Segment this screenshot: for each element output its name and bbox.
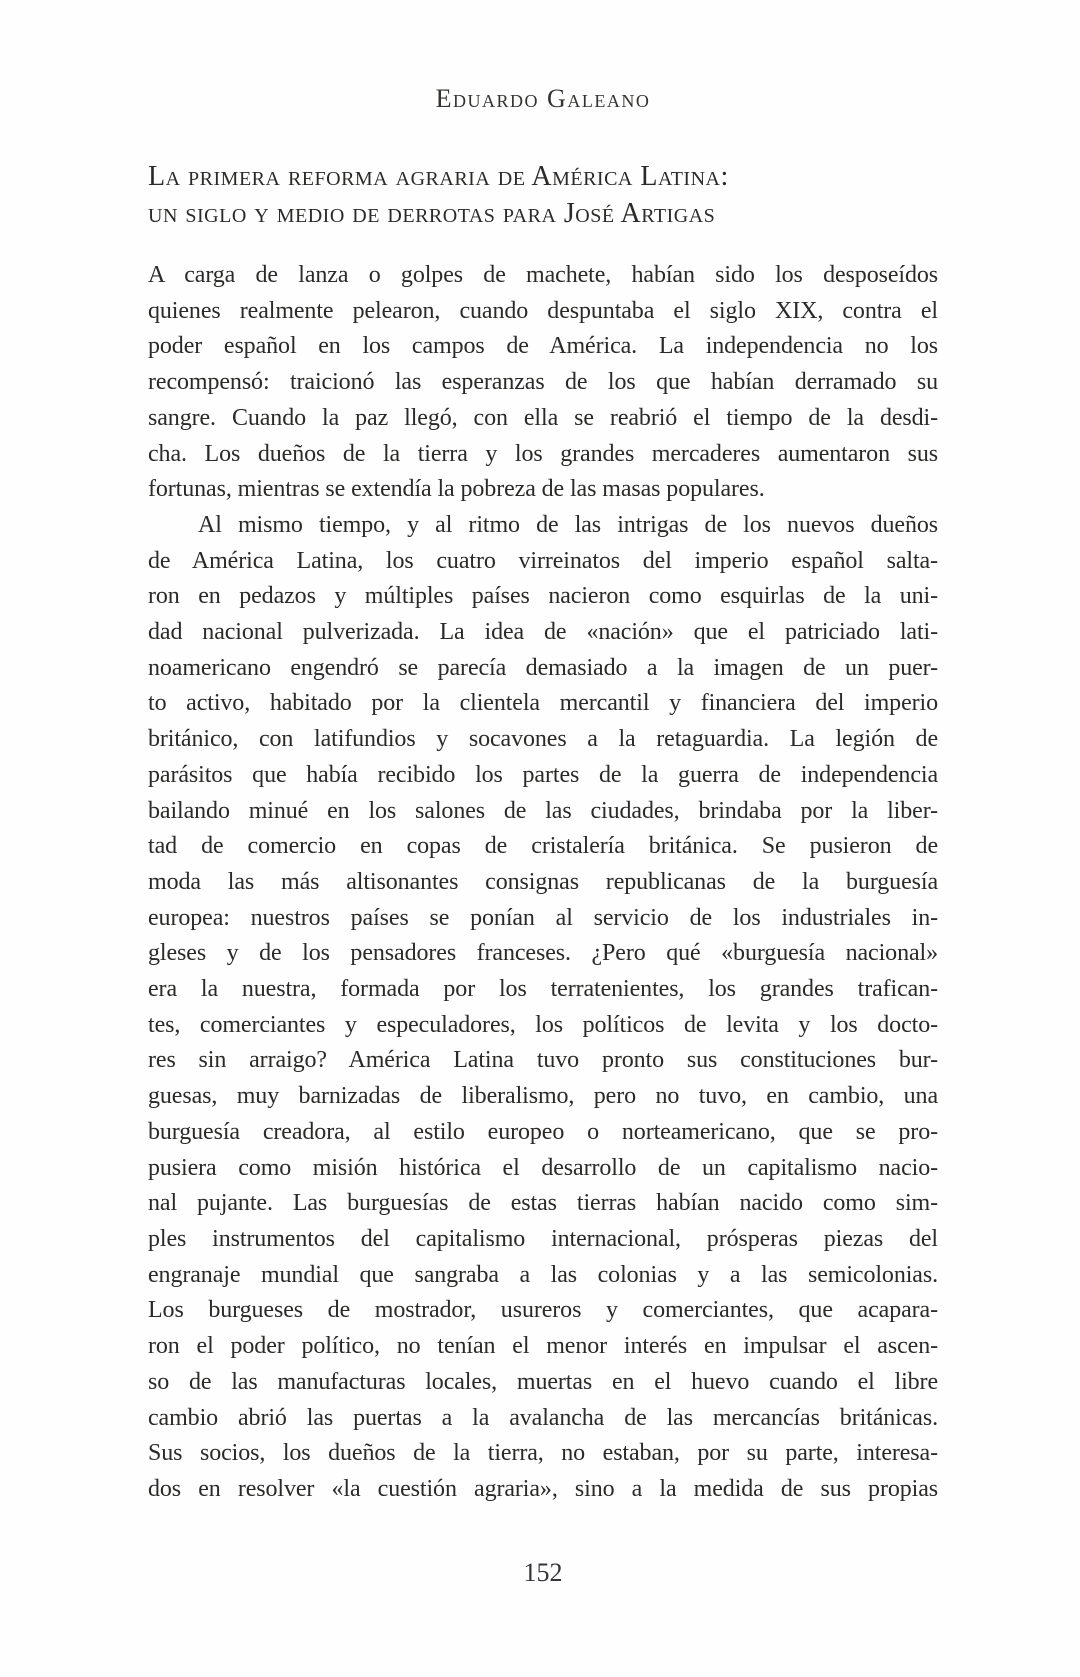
- body-text-line: gleses y de los pensadores franceses. ¿Pero qué «burguesía nacional»: [148, 940, 938, 967]
- body-text-line: era la nuestra, formada por los terratenientes, los grandes trafican-: [148, 976, 938, 1003]
- body-text-line: Sus socios, los dueños de la tierra, no estaban, por su parte, interesa-: [148, 1440, 938, 1467]
- body-text-line: sangre. Cuando la paz llegó, con ella se reabrió el tiempo de la desdi-: [148, 404, 938, 431]
- body-text-line: tes, comerciantes y especuladores, los políticos de levita y los docto-: [148, 1011, 938, 1038]
- body-text-line: A carga de lanza o golpes de machete, habían sido los desposeídos: [148, 262, 938, 288]
- page-number: 152: [523, 1558, 563, 1587]
- body-text-line: bailando minué en los salones de las ciudades, brindaba por la liber-: [148, 797, 938, 824]
- body-text-line: europea: nuestros países se ponían al servicio de los industriales in-: [148, 904, 938, 931]
- body-text-line: recompensó: traicionó las esperanzas de los que habían derramado su: [148, 369, 938, 396]
- body-text-line: quienes realmente pelearon, cuando despuntaba el siglo XIX, contra el: [148, 297, 938, 324]
- running-header-author: Eduardo Galeano: [435, 84, 651, 113]
- body-text-line: poder español en los campos de América. La independencia no los: [148, 333, 938, 360]
- body-text-line: engranaje mundial que sangraba a las colonias y a las semicolonias.: [148, 1261, 938, 1288]
- chapter-title: [148, 158, 948, 232]
- body-text-line: res sin arraigo? América Latina tuvo pronto sus constituciones bur-: [148, 1047, 938, 1074]
- body-text-line: burguesía creadora, al estilo europeo o norteamericano, que se pro-: [148, 1118, 938, 1145]
- body-text-line: nal pujante. Las burguesías de estas tierras habían nacido como sim-: [148, 1190, 938, 1217]
- body-text-line: parásitos que había recibido los partes de la guerra de independencia: [148, 761, 938, 788]
- body-text-line: pusiera como misión histórica el desarrollo de un capitalismo nacio-: [148, 1154, 938, 1181]
- body-text-line: tad de comercio en copas de cristalería británica. Se pusieron de: [148, 833, 938, 860]
- body-text-line: ron el poder político, no tenían el menor interés en impulsar el ascen-: [148, 1333, 938, 1360]
- body-text-line: dos en resolver «la cuestión agraria», sino a la medida de sus propias: [148, 1475, 938, 1502]
- body-text-line: de América Latina, los cuatro virreinatos del imperio español salta-: [148, 547, 938, 574]
- body-text-line: británico, con latifundios y socavones a la retaguardia. La legión de: [148, 726, 938, 753]
- body-text-line: fortunas, mientras se extendía la pobreza de las masas populares.: [148, 476, 765, 503]
- chapter-title-line-1: La primera reforma agraria de América Latina:: [148, 161, 729, 192]
- body-text-line: guesas, muy barnizadas de liberalismo, pero no tuvo, en cambio, una: [148, 1083, 938, 1110]
- body-text-line: ples instrumentos del capitalismo internacional, prósperas piezas del: [148, 1225, 938, 1252]
- body-text-line: cha. Los dueños de la tierra y los grandes mercaderes aumentaron sus: [148, 440, 938, 467]
- body-text-line: Los burgueses de mostrador, usureros y comerciantes, que acapara-: [148, 1297, 938, 1324]
- body-text-line: noamericano engendró se parecía demasiado a la imagen de un puer-: [148, 654, 938, 681]
- body-text-line: cambio abrió las puertas a la avalancha de las mercancías británicas.: [148, 1404, 938, 1431]
- body-text-line: so de las manufacturas locales, muertas en el huevo cuando el libre: [148, 1368, 938, 1395]
- body-text-line: Al mismo tiempo, y al ritmo de las intrigas de los nuevos dueños: [198, 511, 938, 538]
- body-text-line: dad nacional pulverizada. La idea de «nación» que el patriciado lati-: [148, 619, 938, 646]
- chapter-title-line-2: un siglo y medio de derrotas para José Artigas: [148, 198, 716, 229]
- body-text-line: ron en pedazos y múltiples países nacieron como esquirlas de la uni-: [148, 583, 938, 610]
- body-text: [148, 258, 938, 1508]
- body-text-line: moda las más altisonantes consignas republicanas de la burguesía: [148, 868, 938, 895]
- body-text-line: to activo, habitado por la clientela mercantil y financiera del imperio: [148, 690, 938, 717]
